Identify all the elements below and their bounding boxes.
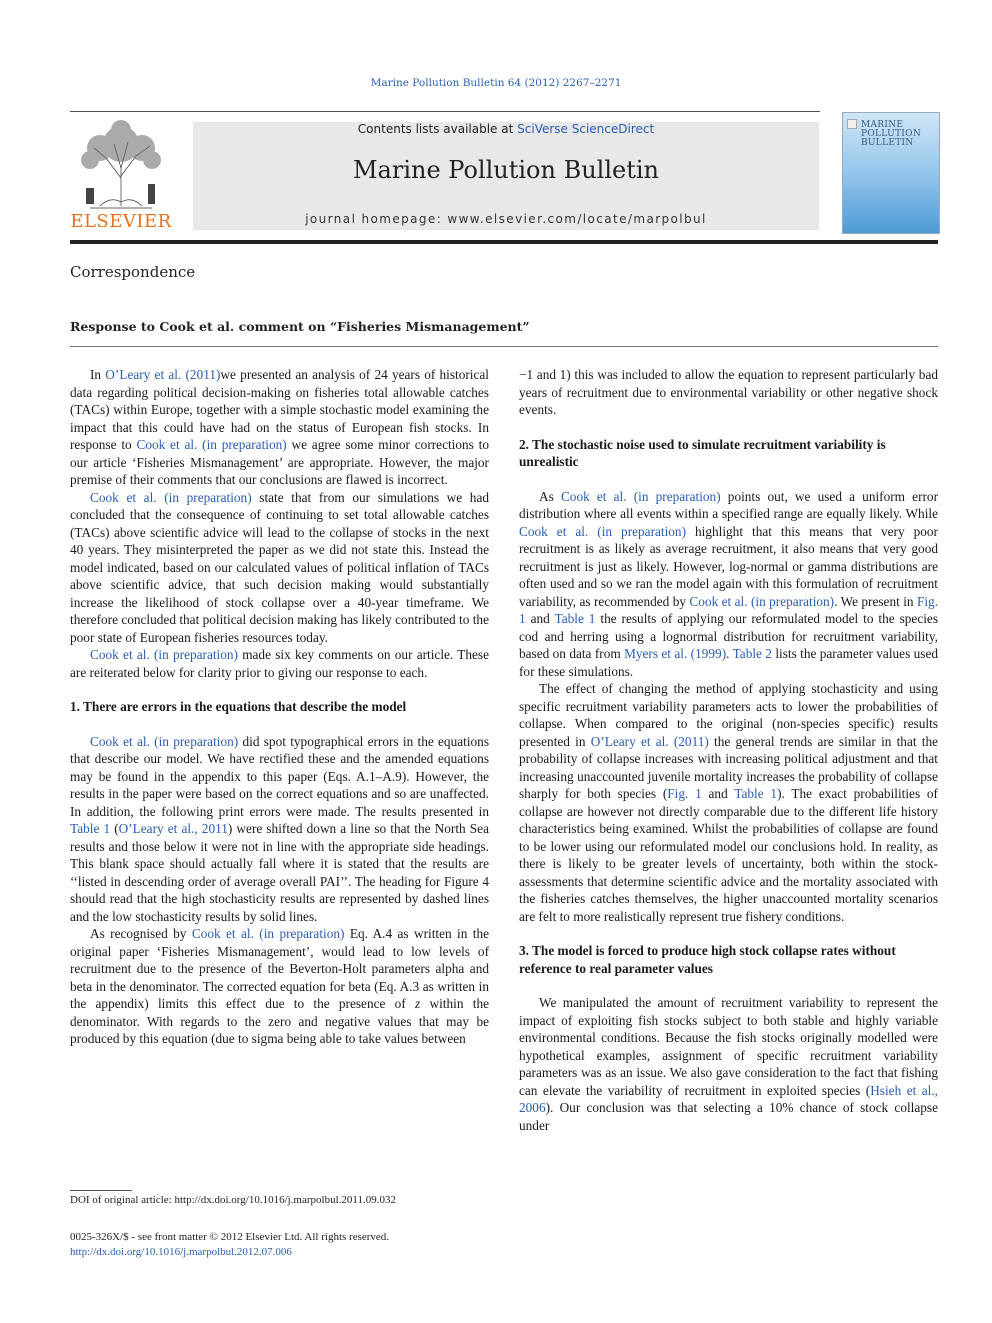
- sciencedirect-link[interactable]: SciVerse ScienceDirect: [517, 122, 655, 136]
- section-heading: 3. The model is forced to produce high stock collapse rates without reference to real parameter values: [519, 943, 896, 976]
- title-rule: [70, 346, 938, 347]
- elsevier-logo: [70, 118, 172, 236]
- citation-link[interactable]: O’Leary et al., 2011: [118, 821, 228, 836]
- paragraph: Cook et al. (in preparation) did spot typographical errors in the equations that describe our model. We have rectified these and the amended equations may be found in the appendix to this paper (Eqs. A.1–A.9). However, the results in the paper were based on the correct equations and so are unaffected. In addition, the following print errors were made. The results presented in Table 1 (O’Leary et al., 2011) were shifted down a line so that the North Sea results and those below it were not in line with the appropriate side headings. This blank space should actually fall where it is stated that the results are ‘‘listed in descending order of average overall PAI’’. The heading for Figure 4 should read that the high stochasticity results are represented by dashed lines and the low stochasticity results by solid lines.: [70, 733, 489, 924]
- citation-link[interactable]: Cook et al. (in preparation): [90, 647, 238, 662]
- citation-link[interactable]: Cook et al. (in preparation): [191, 926, 345, 941]
- citation-link[interactable]: Cook et al. (in preparation): [90, 733, 239, 749]
- section-heading: 2. The stochastic noise used to simulate recruitment variability is unrealistic: [519, 436, 886, 469]
- paragraph: Cook et al. (in preparation) made six key comments on our article. These are reiterated below for clarity prior to giving our response to each.: [70, 647, 489, 680]
- journal-masthead: [193, 122, 819, 230]
- issn-line: 0025-326X/$ - see front matter © 2012 Elsevier Ltd. All rights reserved.: [70, 1231, 390, 1243]
- right-column: [519, 366, 938, 1134]
- cover-title: MARINE POLLUTION BULLETIN: [861, 120, 921, 148]
- paragraph: Cook et al. (in preparation) state that from our simulations we had concluded that the consequence of continuing to set total allowable catches (TACs) above scientific advice will lead to the collapse of stocks in the next 40 years. They misinterpreted the paper as we did not state this. Instead the model indicated, based on our calculated values of political inflation of TACs above scientific advice, that such decision making would substantially increase the likelihood of stock collapse over a 40-year timeframe. We therefore concluded that political decision making has likely contributed to the poor state of European fisheries resources today.: [70, 489, 490, 645]
- tree-logo-icon: [70, 118, 172, 210]
- citation-link[interactable]: Cook et al. (in preparation): [560, 488, 721, 504]
- footnote-rule: [70, 1190, 132, 1191]
- doi-link[interactable]: http://dx.doi.org/10.1016/j.marpolbul.2012.07.006: [70, 1246, 292, 1258]
- paragraph: As recognised by Cook et al. (in preparation) Eq. A.4 as written in the original paper ‘Fisheries Mismanagement’, would lead to low levels of recruitment due to the presence of the Beverton-Holt parameters alpha and beta in the denominator. The corrected equation for beta (Eq. A.3 as written in the appendix) limits this effect due to the presence of z within the denominator. With regards to the zero and negative values that may be produced by this equation (due to sigma being able to take values between: [70, 926, 489, 1046]
- citation-link[interactable]: Hsieh et al., 2006: [519, 1082, 938, 1115]
- paragraph: The effect of changing the method of applying stochasticity and using specific recruitment variability parameters acts to lower the probabilities of collapse. When compared to the original (non-species specific) results presented in O’Leary et al. (2011) the general trends are similar in that the probability of collapse increases with increasing political adjustment and that increasing unaccounted juvenile mortality increases the probability of collapse sharply for both species (Fig. 1 and Table 1). The exact probabilities of collapse are however not directly comparable due to the different life history characteristics being examined. Whilst the probabilities of collapse are found to be lower using our reformulated model our conclusions hold. In reality, as there is likely to be greater levels of uncertainty, both within the stock-assessments that determine scientific advice and the mortality associated with the fisheries catches themselves, the higher unaccounted mortality scenarios are felt to more realistically represent true fishery conditions.: [519, 681, 938, 924]
- table-link[interactable]: Table 1: [734, 786, 778, 801]
- table-link[interactable]: Table 2: [732, 646, 772, 661]
- masthead-rule: [70, 240, 938, 244]
- citation-link[interactable]: Cook et al. (in preparation): [136, 437, 287, 452]
- journal-homepage[interactable]: journal homepage: www.elsevier.com/locate/marpolbul: [305, 212, 707, 226]
- original-article-doi: DOI of original article: http://dx.doi.org/10.1016/j.marpolbul.2011.09.032: [70, 1194, 396, 1206]
- citation-link[interactable]: Cook et al. (in preparation): [519, 523, 687, 539]
- figure-link[interactable]: Fig. 1: [519, 593, 939, 626]
- journal-title: Marine Pollution Bulletin: [352, 156, 660, 184]
- article-title: Response to Cook et al. comment on “Fisheries Mismanagement”: [70, 319, 530, 334]
- table-link[interactable]: Table 1: [70, 821, 111, 836]
- paragraph: As Cook et al. (in preparation) points out, we used a uniform error distribution where all events within a specified range are equally likely. While Cook et al. (in preparation) highlight that this means that very poor recruitment is as likely as average recruitment, it also means that very good recruitment is just as likely. However, log-normal or gamma distributions are often used and so we ran the model again with this formulation of recruitment variability, as recommended by Cook et al. (in preparation). We present in Fig. 1 and Table 1 the results of applying our reformulated model to the species cod and herring using a lognormal distribution for recruitment variability, based on data from Myers et al. (1999). Table 2 lists the parameter values used for these simulations.: [519, 488, 939, 679]
- journal-cover-image: [842, 112, 940, 234]
- paragraph: We manipulated the amount of recruitment variability to represent the impact of exploiting fish stocks subject to both stable and highly variable environmental conditions. Because the fish stocks originally modelled were hypothetical examples, assignment of specific recruitment variability parameters was as an issue. We also gave consideration to the fact that fishing can elevate the variability of recruitment in exploited species (Hsieh et al., 2006). Our conclusion was that selecting a 10% chance of stock collapse under: [519, 995, 938, 1133]
- citation-link[interactable]: Myers et al. (1999): [624, 646, 727, 661]
- left-column: [70, 366, 489, 1048]
- citation-link[interactable]: Cook et al. (in preparation): [90, 489, 252, 505]
- section-heading: 1. There are errors in the equations that describe the model: [70, 699, 407, 714]
- section-kind: Correspondence: [70, 263, 196, 281]
- citation-link[interactable]: Cook et al. (in preparation): [689, 593, 835, 609]
- figure-link[interactable]: Fig. 1: [667, 786, 702, 801]
- header-rule: [70, 111, 820, 112]
- table-link[interactable]: Table 1: [554, 611, 596, 626]
- journal-citation[interactable]: Marine Pollution Bulletin 64 (2012) 2267–2271: [370, 77, 622, 89]
- citation-link[interactable]: O’Leary et al. (2011): [590, 733, 709, 749]
- cover-emblem-icon: [847, 119, 857, 129]
- publisher-wordmark: ELSEVIER: [70, 211, 172, 232]
- contents-prefix: Contents lists available at: [357, 122, 518, 136]
- citation-link[interactable]: O’Leary et al. (2011): [105, 367, 221, 382]
- contents-line: [193, 122, 819, 136]
- paragraph: In O’Leary et al. (2011)we presented an analysis of 24 years of historical data regarding political decision-making on fisheries total allowable catches (TACs) within Europe, together with a simple stochastic model examining the impact that this could have had on the status of European fish stocks. In response to Cook et al. (in preparation) we agree some minor corrections to our article ‘Fisheries Mismanagement’ are appropriate. However, the major premise of their comments that our conclusions are flawed is incorrect.: [70, 367, 489, 487]
- paragraph: −1 and 1) this was included to allow the equation to represent particularly bad years of recruitment due to environmental variability or other negative shock events.: [519, 367, 938, 417]
